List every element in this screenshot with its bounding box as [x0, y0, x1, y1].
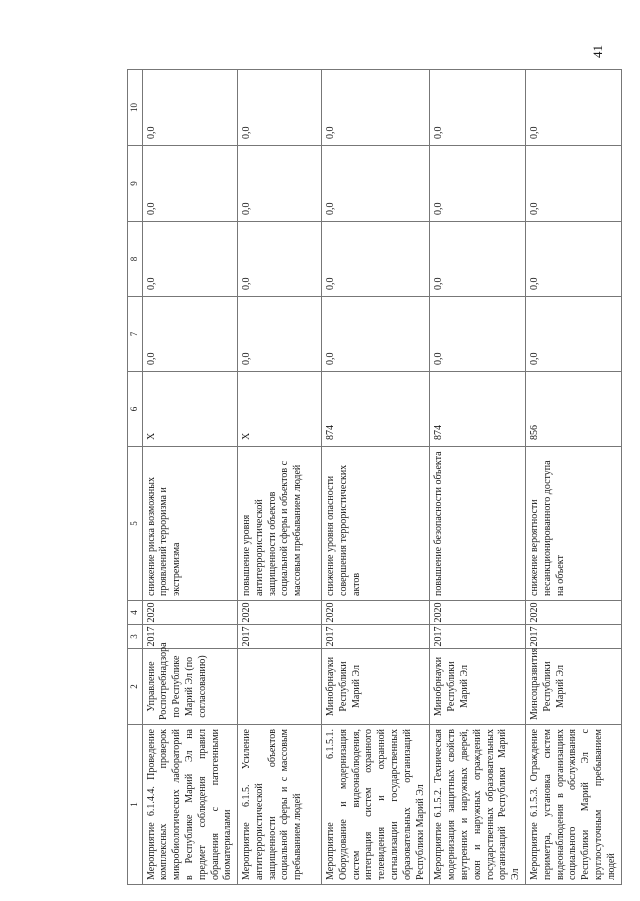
end-year: 2020 — [238, 601, 322, 625]
column-number: 6 — [128, 372, 143, 447]
table-row — [526, 70, 622, 885]
expected-result: снижение риска возможных проявлений терроризма и экстремизма — [142, 447, 238, 601]
funding-value: 0,0 — [430, 297, 526, 372]
activity-name: Мероприятие 6.1.5.1. Оборудование и модернизация систем видеонаблюдения, интеграция систем охранного телевидения и охранной сигнализации государственных образовательных организаций Республики Марий Эл — [322, 725, 430, 885]
funding-value: 0,0 — [526, 70, 622, 146]
end-year: 2020 — [322, 601, 430, 625]
funding-value: 0,0 — [430, 146, 526, 222]
funding-value: 0,0 — [526, 146, 622, 222]
funding-value: 0,0 — [238, 222, 322, 297]
responsible-executor: Минобрнауки Республики Марий Эл — [322, 649, 430, 725]
funding-value: 0,0 — [238, 70, 322, 146]
funding-value: 0,0 — [322, 222, 430, 297]
funding-value: 0,0 — [430, 70, 526, 146]
end-year: 2020 — [142, 601, 238, 625]
start-year: 2017 — [430, 625, 526, 649]
funding-value: 0,0 — [430, 222, 526, 297]
table-row — [430, 70, 526, 885]
start-year: 2017 — [526, 625, 622, 649]
funding-value: 0,0 — [142, 297, 238, 372]
start-year: 2017 — [142, 625, 238, 649]
page-number: 41 — [590, 45, 605, 58]
funding-value: 0,0 — [322, 146, 430, 222]
budget-code: 874 — [322, 372, 430, 447]
rotated-page-content — [127, 70, 622, 885]
responsible-executor — [238, 649, 322, 725]
table-row — [322, 70, 430, 885]
funding-value: 0,0 — [142, 222, 238, 297]
expected-result: повышение безопасности объекта — [430, 447, 526, 601]
activity-name: Мероприятие 6.1.5.3. Ограждение периметра, установка систем видеонаблюдения в организациях социального обслуживания Республики Марий Эл с круглосуточным пребыванием людей — [526, 725, 622, 885]
responsible-executor: Управление Роспотребнадзора по Республике Марий Эл (по согласованию) — [142, 649, 238, 725]
expected-result: снижение вероятности несанкционированного доступа на объект — [526, 447, 622, 601]
activity-name: Мероприятие 6.1.5. Усиление антитеррористической защищенности объектов социальной сферы и с массовым пребыванием людей — [238, 725, 322, 885]
column-number: 2 — [128, 649, 143, 725]
column-number: 10 — [128, 70, 143, 146]
activity-name: Мероприятие 6.1.4.4. Проведение комплексных проверок микробиологических лабораторий в Республике Марий Эл на предмет соблюдения правил обращения с патогенными биоматериалами — [142, 725, 238, 885]
column-number: 8 — [128, 222, 143, 297]
budget-code: 856 — [526, 372, 622, 447]
program-activities-table — [127, 69, 622, 885]
end-year: 2020 — [526, 601, 622, 625]
funding-value: 0,0 — [322, 70, 430, 146]
column-number: 5 — [128, 447, 143, 601]
funding-value: 0,0 — [238, 297, 322, 372]
funding-value: 0,0 — [142, 70, 238, 146]
column-number: 1 — [128, 725, 143, 885]
column-number: 9 — [128, 146, 143, 222]
expected-result: снижение уровня опасности совершения террористических актов — [322, 447, 430, 601]
funding-value: 0,0 — [322, 297, 430, 372]
budget-code: 874 — [430, 372, 526, 447]
column-number-row — [128, 70, 143, 885]
start-year: 2017 — [322, 625, 430, 649]
funding-value: 0,0 — [526, 297, 622, 372]
budget-code: X — [238, 372, 322, 447]
column-number: 3 — [128, 625, 143, 649]
responsible-executor: Минсоцразвития Республики Марий Эл — [526, 649, 622, 725]
table-row — [238, 70, 322, 885]
funding-value: 0,0 — [238, 146, 322, 222]
funding-value: 0,0 — [142, 146, 238, 222]
table-row — [142, 70, 238, 885]
funding-value: 0,0 — [526, 222, 622, 297]
expected-result: повышение уровня антитеррористической защищенности объектов социальной сферы и объектов с массовым пребыванием людей — [238, 447, 322, 601]
activity-name: Мероприятие 6.1.5.2. Техническая модернизация защитных свойств внутренних и наружных дверей, окон и наружных ограждений государственных образовательных организаций Республики Марий Эл — [430, 725, 526, 885]
responsible-executor: Минобрнауки Республики Марий Эл — [430, 649, 526, 725]
budget-code: X — [142, 372, 238, 447]
start-year: 2017 — [238, 625, 322, 649]
column-number: 7 — [128, 297, 143, 372]
column-number: 4 — [128, 601, 143, 625]
end-year: 2020 — [430, 601, 526, 625]
